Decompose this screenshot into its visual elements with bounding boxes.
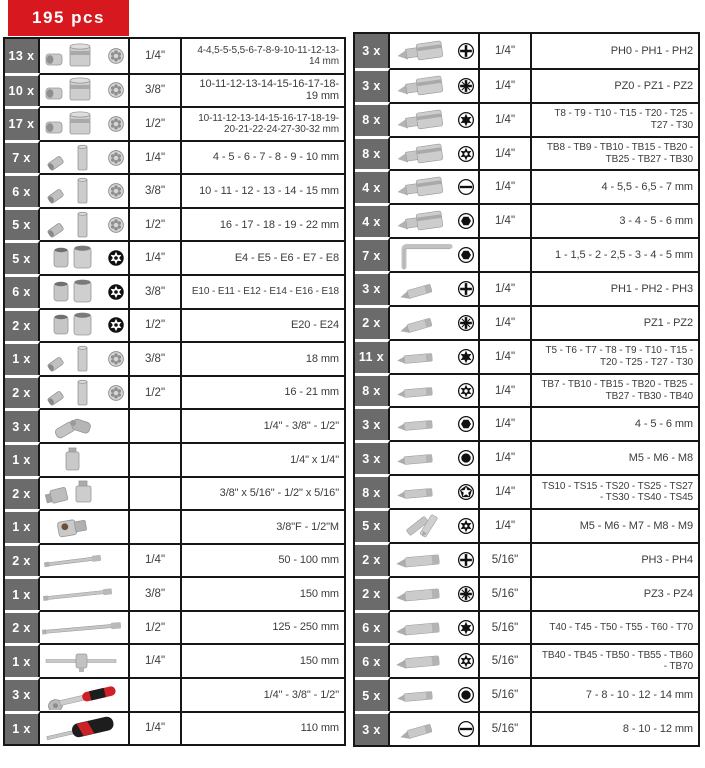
sizes-cell [532, 677, 698, 711]
tool-image-cell [40, 73, 130, 107]
quantity-cell: 6 x [355, 643, 390, 677]
sliding-t-handle-image [42, 646, 126, 676]
sizes-text: 3/8"F - 1/2"M [276, 520, 339, 533]
drive-size-cell: 5/16" [480, 677, 532, 711]
parts-row [355, 169, 698, 203]
sizes-text: T8 - T9 - T10 - T15 - T20 - T25 - T27 - T30 [554, 108, 693, 131]
sizes-text: 110 mm [300, 722, 339, 735]
tool-image-cell [40, 543, 130, 577]
sizes-text: 4-4,5-5-5,5-6-7-8-9-10-11-12-13-14 mm [197, 44, 339, 67]
sizes-text: PZ1 - PZ2 [643, 316, 693, 329]
drive-size-cell: 1/4" [480, 271, 532, 305]
sizes-text: TB8 - TB9 - TB10 - TB15 - TB20 - TB25 - TB27 - TB30 [546, 142, 693, 165]
sizes-text: PH3 - PH4 [641, 553, 693, 566]
sizes-cell [532, 237, 698, 271]
socket-12pt-face-icon [107, 81, 125, 99]
bits-table [353, 32, 700, 747]
sizes-text: T5 - T6 - T7 - T8 - T9 - T10 - T15 - T20 - T25 - T27 - T30 [545, 345, 693, 368]
sizes-cell [182, 39, 344, 73]
quantity-cell: 7 x [5, 140, 40, 174]
drive-size-cell: 1/4" [130, 711, 182, 745]
parts-row [355, 711, 698, 745]
drive-size-cell: 1/4" [480, 34, 532, 68]
tool-image-cell [390, 406, 480, 440]
sizes-text: T40 - T45 - T50 - T55 - T60 - T70 [549, 621, 693, 633]
sizes-cell [182, 576, 344, 610]
sizes-cell [532, 440, 698, 474]
sizes-cell [182, 543, 344, 577]
sizes-text: 10-11-12-13-14-15-16-17-18-19-20-21-22-24-27-30-32 mm [198, 112, 339, 135]
quantity-cell: 3 x [355, 440, 390, 474]
extension-mid-image [42, 579, 126, 609]
sizes-text: 125 - 250 mm [272, 621, 339, 634]
drive-size-cell: 1/4" [130, 240, 182, 274]
tool-image-cell [40, 677, 130, 711]
tool-image-cell [390, 237, 480, 271]
quantity-cell: 6 x [5, 173, 40, 207]
universal-joint-image [42, 411, 126, 441]
drive-size-cell: 1/4" [480, 136, 532, 170]
parts-row [5, 375, 344, 409]
quantity-cell: 4 x [355, 169, 390, 203]
sizes-cell [182, 476, 344, 510]
parts-row [355, 440, 698, 474]
sizes-cell [532, 34, 698, 68]
tool-image-cell [40, 240, 130, 274]
hex-socket-face-icon [457, 449, 475, 467]
quantity-cell: 1 x [5, 643, 40, 677]
sizes-cell [182, 106, 344, 140]
sizes-cell [182, 140, 344, 174]
quantity-cell: 11 x [355, 339, 390, 373]
tool-image-cell [390, 203, 480, 237]
sizes-text: 4 - 5 - 6 - 7 - 8 - 9 - 10 mm [212, 151, 339, 164]
sizes-text: 1/4" - 3/8" - 1/2" [263, 419, 339, 432]
sizes-cell [532, 406, 698, 440]
quantity-cell: 5 x [5, 240, 40, 274]
parts-row [355, 68, 698, 102]
parts-row [355, 373, 698, 407]
drive-size-cell: 5/16" [480, 610, 532, 644]
sizes-text: TS10 - TS15 - TS20 - TS25 - TS27 - TS30 - TS40 - TS45 [541, 480, 693, 504]
sizes-cell [182, 711, 344, 745]
drive-size-cell: 1/2" [130, 308, 182, 342]
parts-row [5, 442, 344, 476]
parts-row [5, 509, 344, 543]
quantity-cell: 2 x [355, 542, 390, 576]
sizes-cell [532, 102, 698, 136]
quantity-cell: 1 x [5, 711, 40, 745]
sizes-text: 10-11-12-13-14-15-16-17-18-19 mm [199, 78, 339, 103]
sizes-text: 50 - 100 mm [278, 554, 339, 567]
hex-face-icon [457, 246, 475, 264]
quantity-cell: 4 x [355, 203, 390, 237]
quantity-cell: 8 x [355, 474, 390, 508]
pozidriv-face-icon [457, 585, 475, 603]
tool-image-cell [40, 140, 130, 174]
tool-image-cell [390, 711, 480, 745]
sizes-text: 1 - 1,5 - 2 - 2,5 - 3 - 4 - 5 mm [554, 248, 693, 261]
sizes-text: 8 - 10 - 12 mm [622, 722, 693, 735]
sizes-text: PH0 - PH1 - PH2 [610, 44, 693, 57]
parts-row [5, 408, 344, 442]
sizes-cell [532, 643, 698, 677]
sizes-text: 4 - 5 - 6 mm [634, 418, 693, 431]
hex-face-icon [457, 212, 475, 230]
parts-row [5, 711, 344, 745]
total-pieces-badge [8, 0, 129, 36]
parts-row [5, 173, 344, 207]
tool-image-cell [40, 509, 130, 543]
drive-size-cell: 1/4" [480, 169, 532, 203]
parts-row [355, 643, 698, 677]
tool-image-cell [40, 39, 130, 73]
slotted-face-icon [457, 178, 475, 196]
sizes-cell [182, 509, 344, 543]
torx-face-icon [457, 348, 475, 366]
parts-row [355, 136, 698, 170]
parts-row [5, 39, 344, 73]
drive-size-cell: 3/8" [130, 341, 182, 375]
quantity-cell: 7 x [355, 237, 390, 271]
pozidriv-face-icon [457, 77, 475, 95]
sizes-text: M5 - M6 - M8 [628, 452, 693, 465]
sizes-text: 1/4" - 3/8" - 1/2" [263, 688, 339, 701]
five-point-star-face-icon [457, 483, 475, 501]
sizes-text: 3/8" x 5/16" - 1/2" x 5/16" [219, 487, 339, 500]
bit-screwdriver-image [42, 713, 126, 743]
drive-size-cell: 1/4" [130, 543, 182, 577]
sizes-text: 10 - 11 - 12 - 13 - 14 - 15 mm [199, 184, 339, 197]
tool-image-cell [390, 542, 480, 576]
sizes-text: E4 - E5 - E6 - E7 - E8 [234, 252, 339, 265]
sizes-cell [532, 610, 698, 644]
quantity-cell: 3 x [5, 677, 40, 711]
sizes-text: 150 mm [299, 587, 339, 600]
quantity-cell: 1 x [5, 442, 40, 476]
drive-size-cell: 1/4" [480, 440, 532, 474]
parts-row [5, 610, 344, 644]
tool-image-cell [390, 339, 480, 373]
sizes-cell [532, 711, 698, 745]
parts-row [5, 341, 344, 375]
pozidriv-face-icon [457, 314, 475, 332]
sizes-text: TB7 - TB10 - TB15 - TB20 - TB25 - TB27 - TB30 - TB40 [541, 379, 693, 402]
drive-size-cell: 5/16" [480, 542, 532, 576]
drive-size-cell: 1/2" [130, 207, 182, 241]
parts-row [355, 474, 698, 508]
drive-size-cell: 1/4" [480, 406, 532, 440]
drive-size-cell: 5/16" [480, 643, 532, 677]
quantity-cell: 1 x [5, 576, 40, 610]
parts-row [5, 308, 344, 342]
drive-size-cell: 1/2" [130, 610, 182, 644]
quantity-cell: 2 x [5, 610, 40, 644]
parts-row [355, 305, 698, 339]
parts-row [355, 576, 698, 610]
tool-image-cell [390, 68, 480, 102]
quantity-cell: 2 x [355, 576, 390, 610]
drive-size-cell [130, 677, 182, 711]
parts-row [5, 643, 344, 677]
tool-image-cell [40, 106, 130, 140]
tool-image-cell [390, 576, 480, 610]
tool-image-cell [40, 643, 130, 677]
quantity-cell: 5 x [5, 207, 40, 241]
parts-row [355, 237, 698, 271]
quantity-cell: 3 x [355, 406, 390, 440]
tool-image-cell [40, 207, 130, 241]
sizes-text: 1/4" x 1/4" [290, 453, 339, 466]
tool-image-cell [390, 305, 480, 339]
parts-row [5, 274, 344, 308]
parts-row [5, 106, 344, 140]
drive-size-cell: 1/4" [480, 102, 532, 136]
drive-size-cell [130, 509, 182, 543]
sizes-text: 16 - 17 - 18 - 19 - 22 mm [219, 218, 339, 231]
quantity-cell: 13 x [5, 39, 40, 73]
sizes-text: TB40 - TB45 - TB50 - TB55 - TB60 - TB70 [541, 650, 693, 673]
quantity-cell: 3 x [355, 271, 390, 305]
socket-12pt-face-icon [107, 182, 125, 200]
tool-image-cell [390, 440, 480, 474]
parts-row [355, 339, 698, 373]
tamper-torx-face-icon [457, 652, 475, 670]
sizes-text: 7 - 8 - 10 - 12 - 14 mm [585, 689, 693, 702]
tool-image-cell [390, 508, 480, 542]
torx-face-icon [457, 111, 475, 129]
sizes-cell [182, 643, 344, 677]
drive-size-cell: 1/4" [480, 68, 532, 102]
drive-size-cell [130, 476, 182, 510]
socket-12pt-face-icon [107, 350, 125, 368]
quantity-cell: 2 x [5, 476, 40, 510]
sockets-accessories-table [3, 37, 346, 746]
adapter-fm-image [42, 512, 126, 542]
sizes-cell [182, 610, 344, 644]
drive-size-cell: 3/8" [130, 73, 182, 107]
tool-image-cell [390, 677, 480, 711]
slotted-face-icon [457, 720, 475, 738]
sizes-cell [532, 68, 698, 102]
ratchet-image [42, 680, 126, 710]
socket-12pt-face-icon [107, 47, 125, 65]
quantity-cell: 3 x [355, 711, 390, 745]
parts-row [5, 73, 344, 107]
sizes-cell [532, 169, 698, 203]
drive-size-cell: 1/2" [130, 375, 182, 409]
sizes-text: PZ0 - PZ1 - PZ2 [614, 79, 693, 92]
tool-image-cell [40, 408, 130, 442]
drive-size-cell: 5/16" [480, 711, 532, 745]
sizes-text: 3 - 4 - 5 - 6 mm [619, 215, 693, 228]
drive-size-cell: 1/4" [480, 474, 532, 508]
tool-image-cell [40, 375, 130, 409]
phillips-face-icon [457, 42, 475, 60]
sizes-text: PH1 - PH2 - PH3 [610, 282, 693, 295]
quantity-cell: 6 x [5, 274, 40, 308]
quantity-cell: 2 x [355, 305, 390, 339]
tool-image-cell [390, 102, 480, 136]
total-pieces-label: 195 pcs [32, 8, 105, 27]
quantity-cell: 2 x [5, 543, 40, 577]
e-star-face-icon [107, 283, 125, 301]
quantity-cell: 5 x [355, 677, 390, 711]
adapter-single-image [42, 445, 126, 475]
quantity-cell: 8 x [355, 102, 390, 136]
tool-image-cell [40, 576, 130, 610]
sizes-text: 4 - 5,5 - 6,5 - 7 mm [601, 181, 693, 194]
quantity-cell: 3 x [355, 68, 390, 102]
parts-row [355, 677, 698, 711]
e-star-face-icon [107, 249, 125, 267]
torx-face-icon [457, 619, 475, 637]
parts-row [355, 508, 698, 542]
parts-row [5, 543, 344, 577]
sizes-cell [182, 173, 344, 207]
quantity-cell: 2 x [5, 308, 40, 342]
hex-face-icon [457, 415, 475, 433]
tool-image-cell [40, 173, 130, 207]
drive-size-cell: 1/4" [130, 643, 182, 677]
socket-12pt-face-icon [107, 384, 125, 402]
drive-size-cell: 1/4" [130, 39, 182, 73]
drive-size-cell: 1/4" [480, 305, 532, 339]
sizes-text: PZ3 - PZ4 [643, 587, 693, 600]
drive-size-cell [130, 408, 182, 442]
phillips-face-icon [457, 551, 475, 569]
sizes-text: E20 - E24 [290, 319, 339, 332]
tool-image-cell [390, 271, 480, 305]
sizes-cell [532, 271, 698, 305]
tool-image-cell [40, 341, 130, 375]
tamper-torx-face-icon [457, 382, 475, 400]
parts-row [355, 34, 698, 68]
sizes-cell [182, 308, 344, 342]
drive-size-cell: 3/8" [130, 274, 182, 308]
quantity-cell: 2 x [5, 375, 40, 409]
tool-image-cell [40, 476, 130, 510]
quantity-cell: 8 x [355, 373, 390, 407]
parts-row [5, 140, 344, 174]
drive-size-cell: 1/4" [480, 339, 532, 373]
e-star-face-icon [107, 316, 125, 334]
hex-socket-face-icon [457, 686, 475, 704]
tool-image-cell [390, 610, 480, 644]
quantity-cell: 17 x [5, 106, 40, 140]
spline-face-icon [457, 517, 475, 535]
parts-row [355, 542, 698, 576]
extension-short-image [42, 545, 126, 575]
drive-size-cell: 1/4" [130, 140, 182, 174]
extension-long-image [42, 613, 126, 643]
sizes-cell [182, 341, 344, 375]
sizes-text: E10 - E11 - E12 - E14 - E16 - E18 [191, 286, 339, 298]
tool-image-cell [40, 274, 130, 308]
tool-image-cell [390, 474, 480, 508]
tamper-torx-face-icon [457, 145, 475, 163]
sizes-cell [532, 474, 698, 508]
drive-size-cell: 3/8" [130, 576, 182, 610]
tool-image-cell [40, 442, 130, 476]
tool-image-cell [390, 643, 480, 677]
sizes-cell [532, 136, 698, 170]
quantity-cell: 8 x [355, 136, 390, 170]
tool-image-cell [390, 169, 480, 203]
drive-size-cell [130, 442, 182, 476]
sizes-cell [182, 677, 344, 711]
parts-row [5, 207, 344, 241]
parts-row [355, 102, 698, 136]
tool-image-cell [40, 610, 130, 644]
socket-12pt-face-icon [107, 216, 125, 234]
sizes-cell [182, 274, 344, 308]
drive-size-cell: 1/4" [480, 373, 532, 407]
sizes-cell [182, 207, 344, 241]
tool-image-cell [390, 34, 480, 68]
quantity-cell: 1 x [5, 341, 40, 375]
drive-size-cell: 1/2" [130, 106, 182, 140]
quantity-cell: 5 x [355, 508, 390, 542]
parts-row [5, 576, 344, 610]
socket-12pt-face-icon [107, 149, 125, 167]
tool-image-cell [390, 136, 480, 170]
parts-row [355, 610, 698, 644]
sizes-cell [532, 339, 698, 373]
tool-image-cell [40, 711, 130, 745]
drive-size-cell [480, 237, 532, 271]
sizes-text: 150 mm [299, 655, 339, 668]
sizes-cell [182, 375, 344, 409]
parts-row [355, 406, 698, 440]
drive-size-cell: 5/16" [480, 576, 532, 610]
drive-size-cell: 3/8" [130, 173, 182, 207]
parts-row [5, 677, 344, 711]
drive-size-cell: 1/4" [480, 203, 532, 237]
sizes-cell [182, 408, 344, 442]
sizes-cell [532, 576, 698, 610]
sizes-cell [182, 240, 344, 274]
quantity-cell: 3 x [355, 34, 390, 68]
parts-row [5, 240, 344, 274]
phillips-face-icon [457, 280, 475, 298]
quantity-cell: 6 x [355, 610, 390, 644]
sizes-cell [532, 542, 698, 576]
parts-row [355, 203, 698, 237]
tool-image-cell [40, 308, 130, 342]
adapter-pair-image [42, 478, 126, 508]
sizes-cell [532, 203, 698, 237]
sizes-cell [532, 373, 698, 407]
sizes-text: M5 - M6 - M7 - M8 - M9 [579, 519, 693, 532]
quantity-cell: 1 x [5, 509, 40, 543]
quantity-cell: 3 x [5, 408, 40, 442]
sizes-text: 18 mm [305, 352, 339, 365]
sizes-cell [532, 508, 698, 542]
sizes-cell [182, 442, 344, 476]
sizes-cell [532, 305, 698, 339]
parts-row [5, 476, 344, 510]
sizes-text: 16 - 21 mm [284, 386, 339, 399]
quantity-cell: 10 x [5, 73, 40, 107]
drive-size-cell: 1/4" [480, 508, 532, 542]
socket-12pt-face-icon [107, 115, 125, 133]
sizes-cell [182, 73, 344, 107]
parts-row [355, 271, 698, 305]
tool-image-cell [390, 373, 480, 407]
